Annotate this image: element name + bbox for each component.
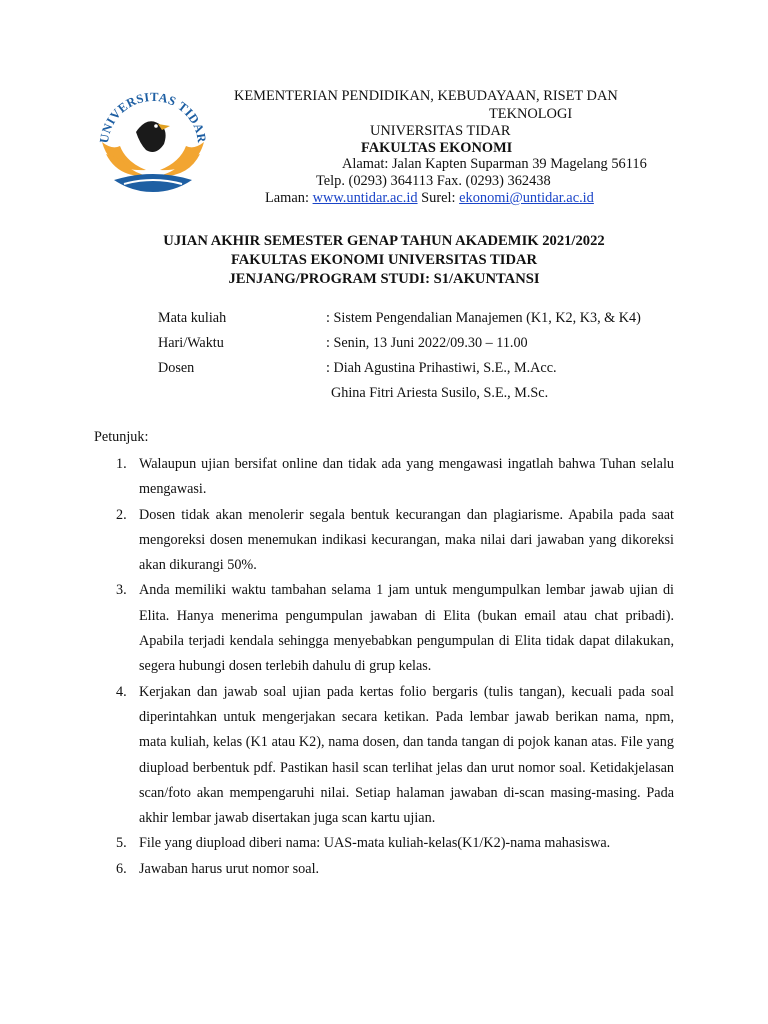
email-link[interactable]: ekonomi@untidar.ac.id (459, 190, 594, 206)
logo-text: UNIVERSITAS TIDAR (96, 89, 210, 145)
university-logo (96, 88, 210, 196)
instruction-item (0, 503, 768, 579)
phone-fax: Telp. (0293) 364113 Fax. (0293) 362438 (316, 173, 551, 189)
ministry-name-line1: KEMENTERIAN PENDIDIKAN, KEBUDAYAAN, RISET DAN (234, 88, 618, 104)
faculty-name: FAKULTAS EKONOMI (361, 140, 513, 156)
lecturer-label: Dosen (158, 360, 195, 376)
instruction-text: Anda memiliki waktu tambahan selama 1 jam untuk mengumpulkan lembar jawab ujian di Elita. Hanya menerima pengumpulan jawaban di Elita (bukan email atau chat pribadi). Apabila terjadi kendala sehingga menyebabkan pengumpulan di Elita tidak dapat dilakukan, segera hubungi dosen terlebih dahulu di grup kelas. (139, 582, 674, 675)
instruction-text: Jawaban harus urut nomor soal. (139, 860, 320, 877)
web-contact (265, 190, 594, 207)
instruction-item (0, 680, 768, 832)
university-name: UNIVERSITAS TIDAR (370, 123, 511, 139)
course-label: Mata kuliah (158, 310, 227, 326)
mail-label: Surel: (417, 190, 460, 206)
instruction-text: Walaupun ujian bersifat online dan tidak ada yang mengawasi ingatlah bahwa Tuhan selalu mengawasi. (139, 456, 674, 498)
exam-title: UJIAN AKHIR SEMESTER GENAP TAHUN AKADEMIK 2021/2022 (163, 233, 605, 249)
instruction-text: Dosen tidak akan menolerir segala bentuk kecurangan dan plagiarisme. Apabila pada saat mengoreksi dosen menemukan indikasi kecurangan, maka nilai dari jawaban yang dikoreksi akan dikurangi 50%. (139, 506, 674, 574)
instruction-number: 6. (116, 860, 127, 877)
course-value: : Sistem Pengendalian Manajemen (K1, K2, K3, & K4) (326, 310, 641, 326)
instructions-title: Petunjuk: (94, 429, 149, 445)
instruction-number: 5. (116, 835, 127, 852)
instruction-number: 3. (116, 582, 127, 599)
instruction-number: 4. (116, 683, 127, 700)
ministry-name-line2: TEKNOLOGI (489, 106, 573, 122)
instruction-text: Kerjakan dan jawab soal ujian pada kertas folio bergaris (tulis tangan), kecuali pada soal diperintahkan untuk mengerjakan secara ketikan. Pada lembar jawab berikan nama, npm, mata kuliah, kelas (K1 atau K2), nama dosen, dan tanda tangan di pojok kanan atas. File yang diupload berbentuk pdf. Pastikan hasil scan terlihat jelas dan urut nomor soal. Ketidakjelasan scan/foto akan mempengaruhi nilai. Setiap halaman jawaban di-scan masing-masing. Pada akhir lembar jawab disertakan juga scan kartu ujian. (139, 683, 674, 827)
instruction-text: File yang diupload diberi nama: UAS-mata kuliah-kelas(K1/K2)-nama mahasiswa. (139, 835, 611, 852)
instruction-item (0, 857, 768, 882)
instruction-number: 2. (116, 506, 127, 523)
instruction-number: 1. (116, 456, 127, 472)
exam-faculty: FAKULTAS EKONOMI UNIVERSITAS TIDAR (230, 252, 538, 268)
exam-program: JENJANG/PROGRAM STUDI: S1/AKUNTANSI (228, 271, 540, 287)
instruction-item (0, 578, 768, 679)
lecturer-value-2: Ghina Fitri Ariesta Susilo, S.E., M.Sc. (331, 385, 549, 401)
time-value: : Senin, 13 Juni 2022/09.30 – 11.00 (326, 335, 528, 351)
web-label: Laman: (265, 190, 313, 206)
instruction-item (0, 831, 768, 856)
lecturer-value-1: : Diah Agustina Prihastiwi, S.E., M.Acc. (326, 360, 557, 376)
time-label: Hari/Waktu (158, 335, 224, 351)
instruction-item (0, 452, 768, 503)
address: Alamat: Jalan Kapten Suparman 39 Magelang 56116 (342, 156, 647, 172)
website-link[interactable]: www.untidar.ac.id (312, 190, 418, 206)
instructions-list (0, 452, 768, 882)
